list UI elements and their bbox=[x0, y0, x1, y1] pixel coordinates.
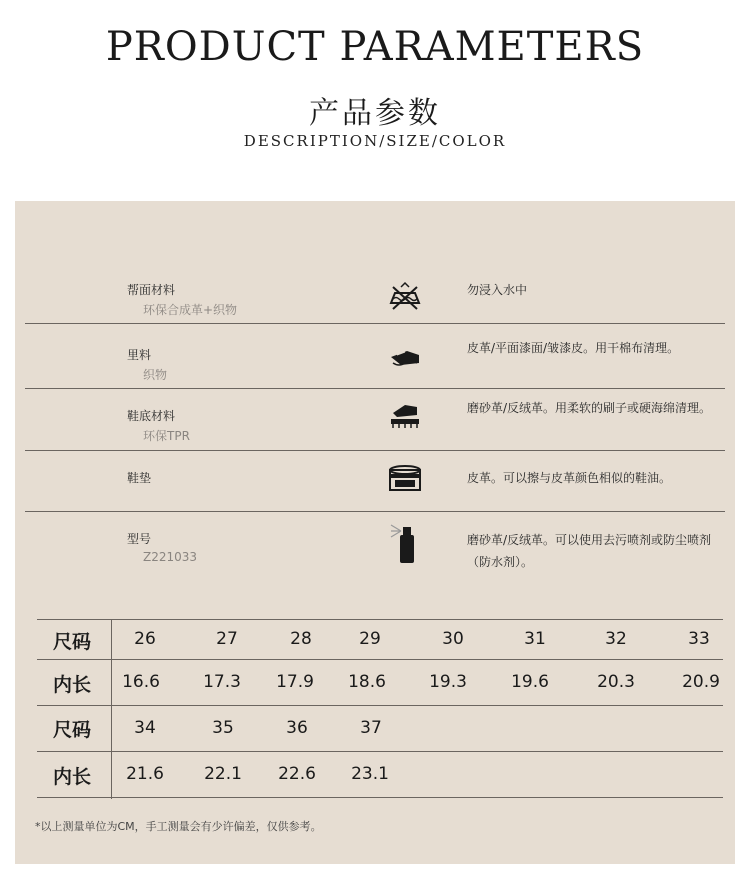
no-immerse-water-icon bbox=[387, 279, 423, 315]
size-cell: 29 bbox=[359, 629, 381, 649]
param-label: 鞋底材料 bbox=[127, 409, 176, 423]
size-cell: 30 bbox=[442, 629, 464, 649]
table-line bbox=[37, 705, 723, 706]
size-cell: 33 bbox=[688, 629, 710, 649]
param-care-text: 勿浸入水中 bbox=[467, 283, 528, 297]
row-divider bbox=[25, 511, 725, 512]
table-line bbox=[37, 659, 723, 660]
row-divider bbox=[25, 323, 725, 324]
hand-brush-icon bbox=[387, 397, 423, 433]
length-cell: 19.6 bbox=[511, 672, 549, 692]
parameters-panel bbox=[15, 201, 735, 864]
length-cell: 22.6 bbox=[278, 764, 316, 784]
row-divider bbox=[25, 388, 725, 389]
measurement-footnote: *以上测量单位为CM，手工测量会有少许偏差，仅供参考。 bbox=[35, 820, 322, 833]
size-cell: 28 bbox=[290, 629, 312, 649]
size-cell: 34 bbox=[134, 718, 156, 738]
param-value: Z221033 bbox=[143, 550, 198, 564]
param-value: 织物 bbox=[143, 368, 168, 382]
size-cell: 32 bbox=[605, 629, 627, 649]
size-cell: 37 bbox=[360, 718, 382, 738]
size-header: 尺码 bbox=[53, 631, 92, 653]
param-care-text: 磨砂革/反绒革。用柔软的刷子或硬海绵清理。 bbox=[467, 401, 712, 415]
length-header: 内长 bbox=[53, 674, 92, 696]
param-care-text: 皮革。可以擦与皮革颜色相似的鞋油。 bbox=[467, 471, 672, 485]
hand-cloth-wipe-icon bbox=[387, 341, 423, 377]
page-subtitle: DESCRIPTION/SIZE/COLOR bbox=[243, 132, 507, 150]
size-header: 尺码 bbox=[53, 719, 92, 741]
param-label: 鞋垫 bbox=[127, 471, 152, 485]
length-cell: 16.6 bbox=[122, 672, 160, 692]
length-cell: 20.3 bbox=[597, 672, 635, 692]
length-cell: 19.3 bbox=[429, 672, 467, 692]
param-care-text: 皮革/平面漆面/皱漆皮。用干棉布清理。 bbox=[467, 341, 680, 355]
param-value: 环保合成革+织物 bbox=[143, 303, 238, 317]
param-label: 帮面材料 bbox=[127, 283, 176, 297]
page-title-chinese: 产品参数 bbox=[309, 96, 441, 131]
param-label: 型号 bbox=[127, 532, 152, 546]
table-line bbox=[37, 751, 723, 752]
length-cell: 21.6 bbox=[126, 764, 164, 784]
spray-can-icon bbox=[387, 521, 423, 565]
size-cell: 35 bbox=[212, 718, 234, 738]
size-cell: 31 bbox=[524, 629, 546, 649]
length-cell: 17.3 bbox=[203, 672, 241, 692]
length-cell: 17.9 bbox=[276, 672, 314, 692]
length-cell: 23.1 bbox=[351, 764, 389, 784]
shoe-polish-tin-icon bbox=[387, 461, 423, 497]
length-cell: 20.9 bbox=[682, 672, 720, 692]
length-header: 内长 bbox=[53, 766, 92, 788]
size-cell: 26 bbox=[134, 629, 156, 649]
param-care-text: 磨砂革/反绒革。可以使用去污喷剂或防尘喷剂（防水剂）。 bbox=[467, 533, 712, 569]
row-divider bbox=[25, 450, 725, 451]
size-cell: 27 bbox=[216, 629, 238, 649]
param-value: 环保TPR bbox=[143, 429, 190, 443]
size-cell: 36 bbox=[286, 718, 308, 738]
param-label: 里料 bbox=[127, 348, 152, 362]
table-line-bottom bbox=[37, 797, 723, 798]
page-title: PRODUCT PARAMETERS bbox=[105, 24, 645, 70]
length-cell: 22.1 bbox=[204, 764, 242, 784]
table-line-top bbox=[37, 619, 723, 620]
length-cell: 18.6 bbox=[348, 672, 386, 692]
